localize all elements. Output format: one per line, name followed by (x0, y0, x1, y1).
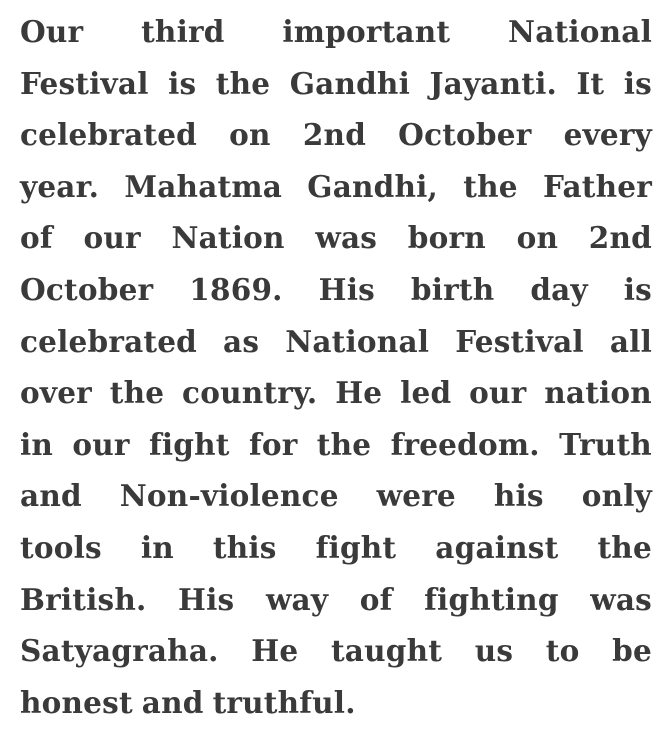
paragraph-line (20, 109, 652, 161)
word: our (83, 220, 141, 256)
word: led (400, 375, 452, 411)
word: and (141, 684, 204, 720)
paragraph-line (20, 367, 652, 419)
word: important (282, 14, 451, 49)
word: us (474, 633, 514, 669)
word: all (609, 323, 652, 359)
paragraph-line (20, 264, 652, 316)
word: born (407, 220, 486, 256)
word: Satyagraha. (20, 633, 219, 669)
word: 2nd (302, 117, 367, 153)
paragraph-line (20, 419, 652, 471)
word: only (581, 478, 652, 514)
word: His (178, 581, 235, 617)
paragraph (20, 6, 652, 728)
paragraph-line (20, 212, 652, 264)
word: against (435, 529, 559, 565)
word: honest (20, 684, 133, 720)
word: tools (20, 529, 102, 565)
word: the (109, 375, 165, 411)
paragraph-line (20, 522, 652, 574)
word: our (469, 375, 527, 411)
word: birth (410, 271, 495, 307)
word: be (612, 633, 652, 669)
paragraph-line (20, 625, 652, 677)
word: taught (330, 633, 443, 669)
paragraph-line (20, 470, 652, 522)
word: of (359, 581, 393, 617)
word: celebrated (20, 323, 198, 359)
paragraph-line (20, 161, 652, 213)
word: He (335, 375, 383, 411)
word: celebrated (20, 117, 198, 153)
word: as (223, 323, 260, 359)
word: Festival (455, 323, 584, 359)
paragraph-line (20, 677, 652, 729)
word: His (318, 271, 375, 307)
word: freedom. (390, 426, 540, 462)
word: in (140, 529, 174, 565)
word: October (20, 271, 154, 307)
word: Gandhi (289, 65, 410, 101)
word: is (168, 65, 197, 101)
word: Jayanti. (429, 65, 557, 101)
word: every (563, 117, 652, 153)
paragraph-line (20, 6, 652, 58)
word: British. (20, 581, 147, 617)
word: on (516, 220, 559, 256)
word: Non-violence (119, 478, 339, 514)
word: the (215, 65, 271, 101)
word: the (597, 529, 652, 565)
word: fight (149, 426, 230, 462)
word: on (229, 117, 271, 153)
word: to (545, 633, 580, 669)
word: was (315, 220, 378, 256)
word: October (398, 117, 532, 153)
word: Mahatma (124, 168, 283, 204)
word: Nation (171, 220, 285, 256)
word: He (251, 633, 299, 669)
word: was (590, 581, 652, 617)
word: the (316, 426, 372, 462)
word: Father (542, 168, 652, 204)
word: is (623, 65, 652, 101)
word: and (20, 478, 82, 514)
word: over (20, 375, 92, 411)
paragraph-line (20, 574, 652, 626)
word: country. (182, 375, 318, 411)
word: in (20, 426, 54, 462)
word: the (463, 168, 518, 204)
word: Gandhi, (307, 168, 439, 204)
word: fight (315, 529, 397, 565)
paragraph-line (20, 316, 652, 368)
word: National (285, 323, 430, 359)
word: is (623, 271, 652, 307)
word: Our (20, 14, 84, 49)
word: nation (544, 375, 652, 411)
word: National (508, 14, 652, 49)
word: third (141, 14, 225, 49)
word: our (72, 426, 130, 462)
word: 2nd (588, 220, 652, 256)
word: way (265, 581, 329, 617)
word: Festival (20, 65, 149, 101)
word: It (576, 65, 605, 101)
word: Truth (559, 426, 652, 462)
word: fighting (424, 581, 559, 617)
word: year. (20, 168, 100, 204)
word: of (20, 220, 53, 256)
word: his (493, 478, 544, 514)
word: truthful. (212, 684, 356, 720)
word: this (212, 529, 277, 565)
word: day (530, 271, 588, 307)
word: 1869. (189, 271, 283, 307)
word: were (376, 478, 456, 514)
word: for (248, 426, 298, 462)
paragraph-line (20, 58, 652, 110)
